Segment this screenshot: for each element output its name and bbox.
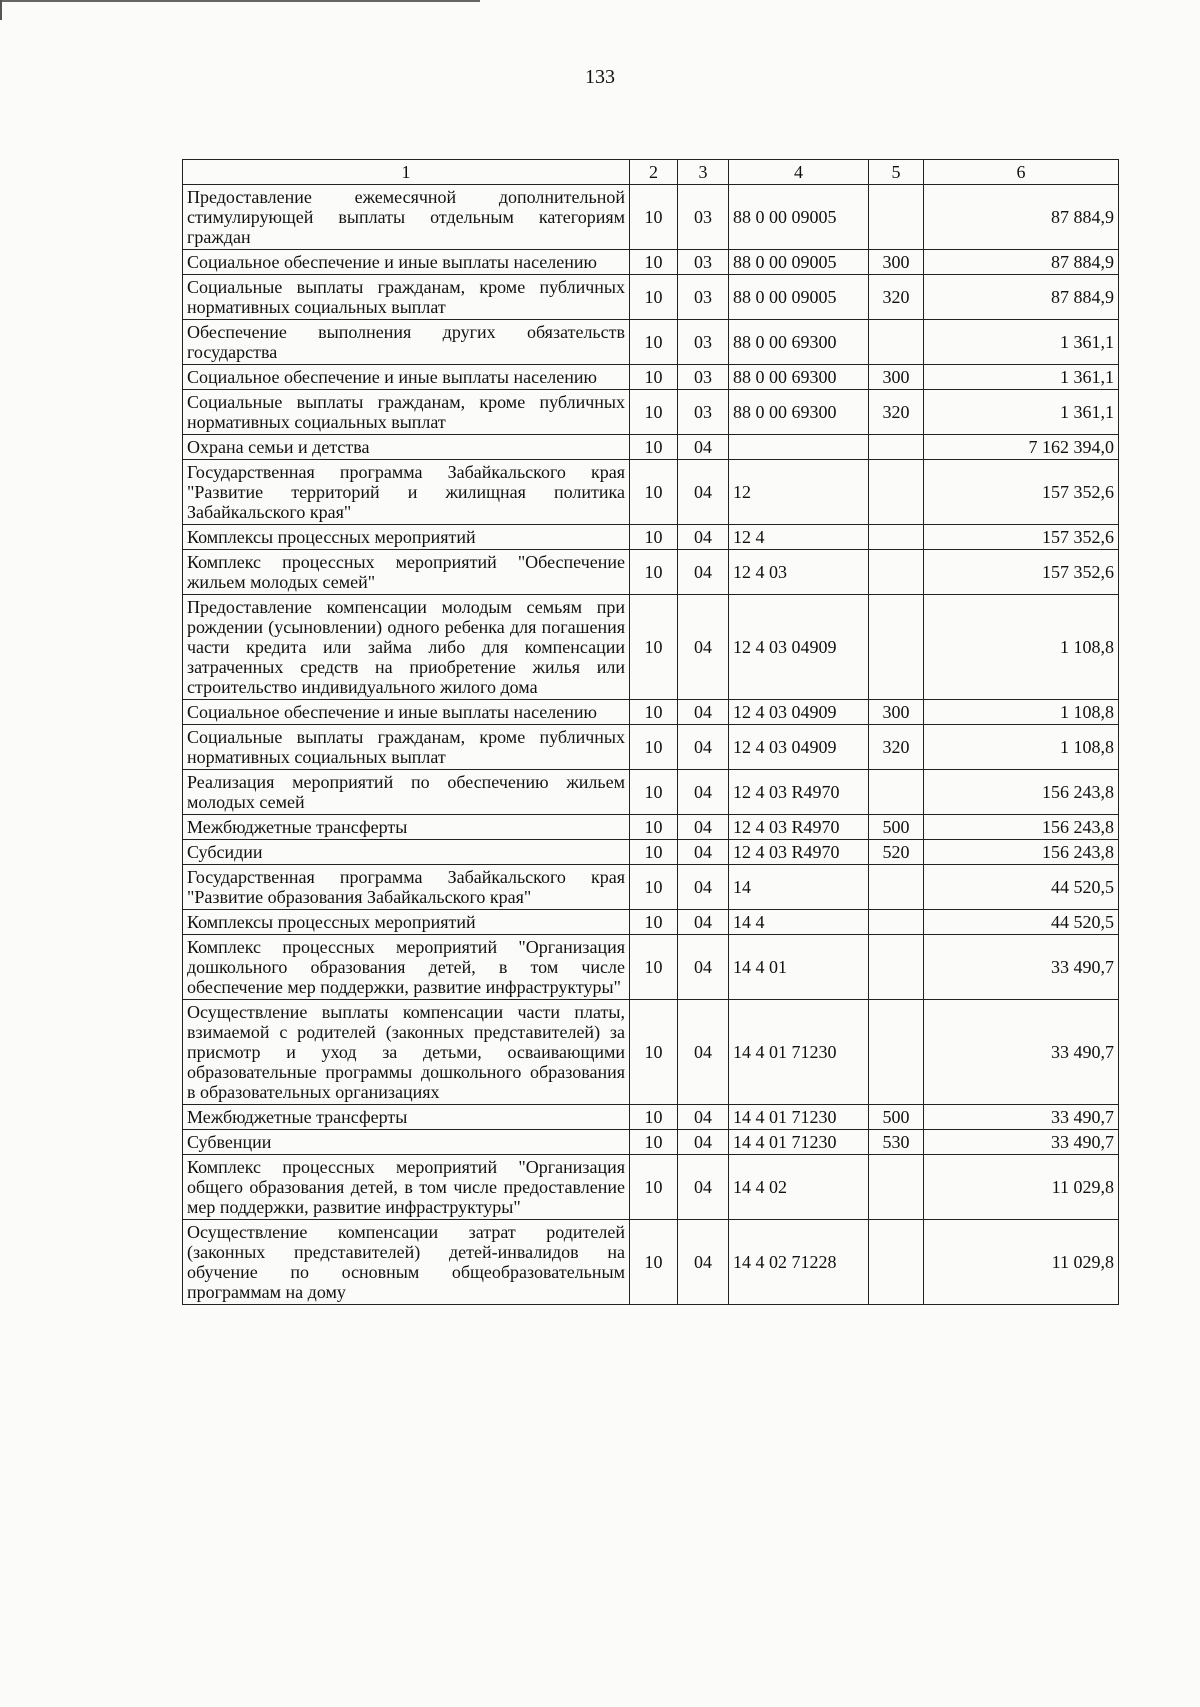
- row-target-article: 14 4 01 71230: [729, 1105, 869, 1130]
- row-subsection: 03: [678, 390, 729, 435]
- header-col-2: 2: [630, 160, 678, 185]
- row-expense-type: 320: [869, 390, 924, 435]
- row-section: 10: [630, 525, 678, 550]
- row-amount: 1 108,8: [924, 700, 1119, 725]
- table-row: [183, 725, 1119, 770]
- row-name: Субсидии: [183, 840, 630, 865]
- row-section: 10: [630, 595, 678, 700]
- row-amount: 44 520,5: [924, 865, 1119, 910]
- table-row: [183, 815, 1119, 840]
- table-row: [183, 1105, 1119, 1130]
- row-name: Реализация мероприятий по обеспечению жильем молодых семей: [183, 770, 630, 815]
- row-section: 10: [630, 815, 678, 840]
- row-subsection: 04: [678, 815, 729, 840]
- row-amount: 11 029,8: [924, 1155, 1119, 1220]
- row-subsection: 03: [678, 275, 729, 320]
- row-amount: 7 162 394,0: [924, 435, 1119, 460]
- row-subsection: 04: [678, 910, 729, 935]
- row-name: Субвенции: [183, 1130, 630, 1155]
- table-row: [183, 840, 1119, 865]
- row-section: 10: [630, 550, 678, 595]
- row-target-article: 12 4 03 R4970: [729, 770, 869, 815]
- row-subsection: 03: [678, 185, 729, 250]
- row-expense-type: [869, 910, 924, 935]
- table-row: [183, 320, 1119, 365]
- row-subsection: 04: [678, 1220, 729, 1305]
- row-subsection: 04: [678, 1105, 729, 1130]
- row-name: Комплекс процессных мероприятий "Организация дошкольного образования детей, в том числе обеспечение мер поддержки, развитие инфраструктуры": [183, 935, 630, 1000]
- row-section: 10: [630, 185, 678, 250]
- row-subsection: 03: [678, 250, 729, 275]
- row-target-article: 12 4 03 R4970: [729, 815, 869, 840]
- row-subsection: 04: [678, 435, 729, 460]
- row-amount: 156 243,8: [924, 770, 1119, 815]
- row-name: Осуществление компенсации затрат родителей (законных представителей) детей-инвалидов на обучение по основным общеобразовательным программам на дому: [183, 1220, 630, 1305]
- row-name: Социальные выплаты гражданам, кроме публичных нормативных социальных выплат: [183, 725, 630, 770]
- row-section: 10: [630, 435, 678, 460]
- page-number: 133: [585, 66, 615, 88]
- table-row: [183, 550, 1119, 595]
- row-subsection: 04: [678, 865, 729, 910]
- row-target-article: 88 0 00 69300: [729, 320, 869, 365]
- row-amount: 44 520,5: [924, 910, 1119, 935]
- row-subsection: 04: [678, 550, 729, 595]
- row-expense-type: 500: [869, 815, 924, 840]
- budget-table: [182, 159, 1119, 1305]
- row-section: 10: [630, 1130, 678, 1155]
- table-row: [183, 460, 1119, 525]
- row-section: 10: [630, 700, 678, 725]
- row-section: 10: [630, 725, 678, 770]
- table-row: [183, 275, 1119, 320]
- row-name: Комплекс процессных мероприятий "Организация общего образования детей, в том числе предоставление мер поддержки, развитие инфраструктуры": [183, 1155, 630, 1220]
- row-amount: 33 490,7: [924, 1105, 1119, 1130]
- table-row: [183, 390, 1119, 435]
- header-col-5: 5: [869, 160, 924, 185]
- row-name: Осуществление выплаты компенсации части платы, взимаемой с родителей (законных представителей) за присмотр и уход за детьми, осваивающими образовательные программы дошкольного образования в образовательных организациях: [183, 1000, 630, 1105]
- row-target-article: 88 0 00 09005: [729, 250, 869, 275]
- row-section: 10: [630, 1220, 678, 1305]
- table-row: [183, 700, 1119, 725]
- row-expense-type: [869, 320, 924, 365]
- row-name: Комплекс процессных мероприятий "Обеспечение жильем молодых семей": [183, 550, 630, 595]
- row-expense-type: [869, 1220, 924, 1305]
- table-row: [183, 185, 1119, 250]
- row-expense-type: 520: [869, 840, 924, 865]
- row-target-article: 14 4 01 71230: [729, 1130, 869, 1155]
- row-amount: 33 490,7: [924, 1130, 1119, 1155]
- row-amount: 156 243,8: [924, 815, 1119, 840]
- row-subsection: 04: [678, 1155, 729, 1220]
- row-expense-type: 300: [869, 700, 924, 725]
- row-name: Охрана семьи и детства: [183, 435, 630, 460]
- row-section: 10: [630, 1105, 678, 1130]
- table-row: [183, 1000, 1119, 1105]
- row-expense-type: [869, 550, 924, 595]
- scan-edge-line: [0, 0, 480, 2]
- row-name: Социальное обеспечение и иные выплаты населению: [183, 700, 630, 725]
- table-row: [183, 1155, 1119, 1220]
- row-subsection: 04: [678, 525, 729, 550]
- row-section: 10: [630, 320, 678, 365]
- table-row: [183, 365, 1119, 390]
- row-section: 10: [630, 390, 678, 435]
- row-expense-type: [869, 1155, 924, 1220]
- row-amount: 1 108,8: [924, 595, 1119, 700]
- row-target-article: 88 0 00 69300: [729, 390, 869, 435]
- row-subsection: 03: [678, 320, 729, 365]
- row-subsection: 04: [678, 595, 729, 700]
- row-target-article: 14 4 02: [729, 1155, 869, 1220]
- header-col-6: 6: [924, 160, 1119, 185]
- row-section: 10: [630, 1155, 678, 1220]
- row-target-article: 88 0 00 09005: [729, 185, 869, 250]
- table-row: [183, 865, 1119, 910]
- table-row: [183, 250, 1119, 275]
- row-amount: 157 352,6: [924, 550, 1119, 595]
- row-amount: 1 361,1: [924, 320, 1119, 365]
- row-target-article: 12 4: [729, 525, 869, 550]
- row-section: 10: [630, 460, 678, 525]
- row-subsection: 04: [678, 1130, 729, 1155]
- row-expense-type: [869, 1000, 924, 1105]
- row-target-article: 12: [729, 460, 869, 525]
- table-row: [183, 525, 1119, 550]
- row-target-article: 88 0 00 09005: [729, 275, 869, 320]
- row-amount: 33 490,7: [924, 1000, 1119, 1105]
- row-amount: 87 884,9: [924, 275, 1119, 320]
- row-target-article: 12 4 03 04909: [729, 725, 869, 770]
- row-name: Социальные выплаты гражданам, кроме публичных нормативных социальных выплат: [183, 275, 630, 320]
- row-section: 10: [630, 935, 678, 1000]
- table-row: [183, 770, 1119, 815]
- row-expense-type: 320: [869, 725, 924, 770]
- header-col-3: 3: [678, 160, 729, 185]
- row-amount: 11 029,8: [924, 1220, 1119, 1305]
- row-section: 10: [630, 910, 678, 935]
- row-subsection: 04: [678, 770, 729, 815]
- row-name: Комплексы процессных мероприятий: [183, 525, 630, 550]
- row-expense-type: [869, 435, 924, 460]
- table-row: [183, 935, 1119, 1000]
- row-name: Межбюджетные трансферты: [183, 815, 630, 840]
- row-target-article: 12 4 03 R4970: [729, 840, 869, 865]
- row-expense-type: [869, 185, 924, 250]
- row-section: 10: [630, 840, 678, 865]
- row-expense-type: 500: [869, 1105, 924, 1130]
- row-section: 10: [630, 250, 678, 275]
- row-subsection: 04: [678, 840, 729, 865]
- row-name: Государственная программа Забайкальского края "Развитие образования Забайкальского края": [183, 865, 630, 910]
- row-expense-type: 300: [869, 250, 924, 275]
- row-name: Межбюджетные трансферты: [183, 1105, 630, 1130]
- table-row: [183, 435, 1119, 460]
- row-expense-type: [869, 935, 924, 1000]
- row-name: Предоставление компенсации молодым семьям при рождении (усыновлении) одного ребенка для погашения части кредита или займа либо для компенсации затраченных средств на приобретение жилья или строительство индивидуального жилого дома: [183, 595, 630, 700]
- row-section: 10: [630, 770, 678, 815]
- row-target-article: 14 4 01: [729, 935, 869, 1000]
- table-row: [183, 910, 1119, 935]
- row-target-article: 12 4 03 04909: [729, 595, 869, 700]
- table-body: [183, 185, 1119, 1305]
- row-target-article: 14 4 02 71228: [729, 1220, 869, 1305]
- row-expense-type: 530: [869, 1130, 924, 1155]
- row-amount: 156 243,8: [924, 840, 1119, 865]
- row-name: Комплексы процессных мероприятий: [183, 910, 630, 935]
- row-name: Обеспечение выполнения других обязательств государства: [183, 320, 630, 365]
- row-amount: 87 884,9: [924, 185, 1119, 250]
- row-expense-type: [869, 525, 924, 550]
- row-name: Предоставление ежемесячной дополнительной стимулирующей выплаты отдельным категориям граждан: [183, 185, 630, 250]
- table-header-row: [183, 160, 1119, 185]
- row-name: Социальные выплаты гражданам, кроме публичных нормативных социальных выплат: [183, 390, 630, 435]
- row-name: Социальное обеспечение и иные выплаты населению: [183, 365, 630, 390]
- header-col-4: 4: [729, 160, 869, 185]
- row-subsection: 04: [678, 1000, 729, 1105]
- header-col-1: 1: [183, 160, 630, 185]
- row-target-article: 14: [729, 865, 869, 910]
- row-section: 10: [630, 865, 678, 910]
- row-section: 10: [630, 1000, 678, 1105]
- row-amount: 157 352,6: [924, 525, 1119, 550]
- row-amount: 157 352,6: [924, 460, 1119, 525]
- table-row: [183, 1220, 1119, 1305]
- row-amount: 1 361,1: [924, 390, 1119, 435]
- row-target-article: [729, 435, 869, 460]
- row-name: Социальное обеспечение и иные выплаты населению: [183, 250, 630, 275]
- scan-corner-mark: [0, 0, 8, 20]
- table-row: [183, 595, 1119, 700]
- row-expense-type: [869, 460, 924, 525]
- row-amount: 87 884,9: [924, 250, 1119, 275]
- row-subsection: 03: [678, 365, 729, 390]
- row-expense-type: 300: [869, 365, 924, 390]
- row-target-article: 12 4 03 04909: [729, 700, 869, 725]
- row-section: 10: [630, 275, 678, 320]
- row-expense-type: 320: [869, 275, 924, 320]
- row-name: Государственная программа Забайкальского края "Развитие территорий и жилищная политика Забайкальского края": [183, 460, 630, 525]
- row-amount: 1 361,1: [924, 365, 1119, 390]
- row-section: 10: [630, 365, 678, 390]
- row-amount: 1 108,8: [924, 725, 1119, 770]
- row-target-article: 12 4 03: [729, 550, 869, 595]
- row-subsection: 04: [678, 700, 729, 725]
- row-subsection: 04: [678, 725, 729, 770]
- table-row: [183, 1130, 1119, 1155]
- row-subsection: 04: [678, 460, 729, 525]
- row-expense-type: [869, 595, 924, 700]
- row-target-article: 14 4 01 71230: [729, 1000, 869, 1105]
- row-expense-type: [869, 770, 924, 815]
- row-amount: 33 490,7: [924, 935, 1119, 1000]
- row-target-article: 88 0 00 69300: [729, 365, 869, 390]
- row-target-article: 14 4: [729, 910, 869, 935]
- row-subsection: 04: [678, 935, 729, 1000]
- row-expense-type: [869, 865, 924, 910]
